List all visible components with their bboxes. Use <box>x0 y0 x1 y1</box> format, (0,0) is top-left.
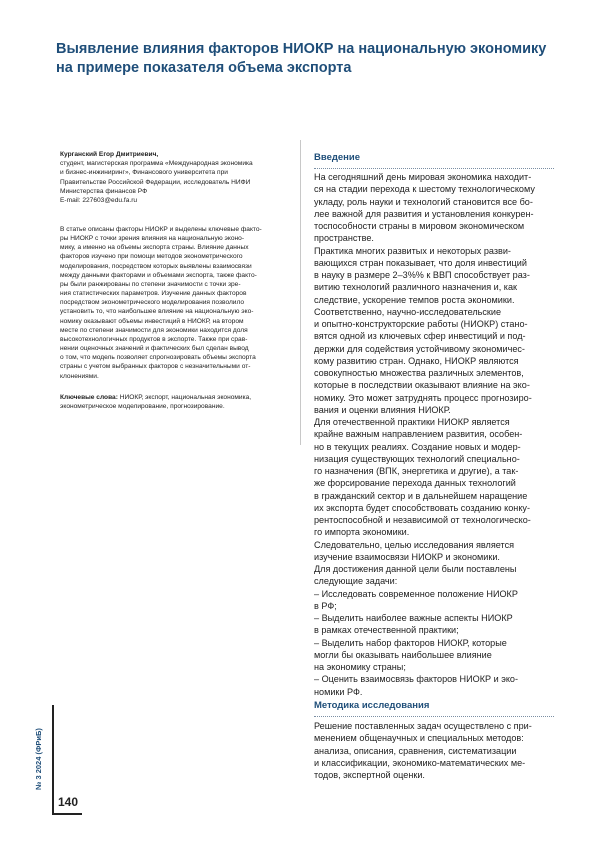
title-line-2: на примере показателя объема экспорта <box>56 60 352 76</box>
title-line-1: Выявление влияния факторов НИОКР на национальную экономику <box>56 41 547 57</box>
body-line: в науку в размере 2–3%% к ВВП способствует раз- <box>314 270 530 280</box>
body-line: и классификации, экономико-математических ме- <box>314 757 526 768</box>
body-line: ся на стадии перехода к шестому технологическому <box>314 184 535 195</box>
body-line: менением общенаучных и специальных методов: <box>314 733 524 744</box>
abstract-line: страны с учетом выбранных факторов с незначительными от- <box>60 363 251 371</box>
body-line: Соответственно, научно-исследовательские <box>314 306 502 317</box>
author-line: Правительстве Российской Федерации, исследователь НИФИ <box>60 178 251 186</box>
keywords <box>60 393 300 411</box>
body-line: анализа, описания, сравнения, систематизации <box>314 745 517 756</box>
body-line: витию технологий различного назначения и, как <box>314 282 518 293</box>
body-line: Следовательно, целью исследования является <box>314 539 515 550</box>
body-line: в гражданский сектор и в дальнейшем наращение <box>314 490 528 501</box>
keywords-label: Ключевые слова: <box>60 394 118 401</box>
body-line: лее важной для развития и установления конкурен- <box>314 208 534 219</box>
body-line: пространстве. <box>314 233 374 244</box>
body-line: Для достижения данной цели были поставлены <box>314 564 517 574</box>
body-line: держки для содействия устойчивому экономичес- <box>314 343 525 354</box>
keywords-text: НИОКР, экспорт, национальная экономика, <box>117 394 252 401</box>
body-line: номику. Это может затруднять процесс прогнозиро- <box>314 392 532 403</box>
body-line: Для отечественной практики НИОКР является <box>314 417 510 427</box>
body-line: го импорта экономики. <box>314 527 410 538</box>
section-divider <box>314 716 554 717</box>
author-info <box>60 150 300 205</box>
body-line: и опытно-конструкторские работы (НИОКР) стано- <box>314 319 528 329</box>
author-email[interactable]: E-mail: 227603@edu.fa.ru <box>60 197 138 205</box>
abstract-line: факторов изучено при помощи методов эконометрического <box>60 253 243 261</box>
keywords-text: эконометрическое моделирование, прогнозирование. <box>60 403 225 411</box>
body-line: следствие, ускорение темпов роста экономики. <box>314 294 515 305</box>
abstract-line: установить то, что наибольшее влияние на национальную эко- <box>60 308 254 316</box>
author-line: Министерства финансов РФ <box>60 187 148 195</box>
body-line: го назначения (ВПК, энергетика и другие), а так- <box>314 466 519 476</box>
body-line: На сегодняшний день мировая экономика находит- <box>314 172 532 182</box>
list-item: в РФ; <box>314 600 337 611</box>
column-divider <box>300 140 301 445</box>
body-line: укладу, роль науки и технологий становится все бо- <box>314 196 533 207</box>
body-line: вающихся стран показывает, что доля инвестиций <box>314 257 527 268</box>
intro-body <box>314 171 554 698</box>
body-line: рентоспособной и независимой от технологическо- <box>314 515 531 525</box>
body-line: следующие задачи: <box>314 576 398 587</box>
list-item: – Оценить взаимосвязь факторов НИОКР и эко- <box>314 674 519 685</box>
abstract-line: В статье описаны факторы НИОКР и выделены ключевые факто- <box>60 226 262 233</box>
list-item: – Выделить наиболее важные аспекты НИОКР <box>314 613 513 623</box>
abstract-line: клонениями. <box>60 372 99 380</box>
issue-label: № 3 2024 (ФРиБ) <box>34 728 43 790</box>
body-line: но в текущих реалиях. Создание новых и модер- <box>314 441 521 452</box>
author-line: и бизнес-инжиниринг», Финансового университета при <box>60 169 228 177</box>
body-line: вания и оценки влияния НИОКР. <box>314 404 451 415</box>
abstract-line: высокотехнологичных продуктов в экспорте. Также при срав- <box>60 335 248 343</box>
abstract-line: между данными факторами и объемами экспорта, также факто- <box>60 271 257 279</box>
method-body <box>314 720 554 781</box>
page-number: 140 <box>58 795 79 809</box>
list-item: на экономику страны; <box>314 662 406 672</box>
list-item: могли бы оказывать наибольшее влияние <box>314 649 492 660</box>
section-heading-intro: Введение <box>314 152 361 163</box>
body-line: совокупностью множества различных элементов, <box>314 368 524 378</box>
abstract-line: ры НИОКР с точки зрения влияния на национальную эконо- <box>60 235 245 243</box>
abstract-line: нении оценочных значений и фактических был сделан вывод <box>60 345 249 353</box>
abstract-line: месте по степени значимости для экономики находится доля <box>60 326 248 334</box>
abstract-line: посредством эконометрического моделирования позволило <box>60 299 245 307</box>
section-divider <box>314 168 554 169</box>
article-title <box>56 40 556 78</box>
abstract-line: мику, а именно на объемы экспорта страны. Влияние данных <box>60 244 249 252</box>
body-line: низация существующих технологий специально- <box>314 453 520 464</box>
list-item: номики РФ. <box>314 686 363 697</box>
abstract <box>60 225 300 381</box>
page-number-rule <box>52 813 82 815</box>
author-line: студент, магистерская программа «Международная экономика <box>60 160 253 168</box>
abstract-line: ния статистических параметров. Изучение данных факторов <box>60 290 247 298</box>
body-line: тоспособности страны в мировом экономическом <box>314 221 525 231</box>
page-number-rule <box>52 705 54 815</box>
list-item: в рамках отечественной практики; <box>314 625 459 636</box>
body-line: вятся одной из ключевых сфер инвестиций и под- <box>314 331 526 342</box>
body-line: тодов, экспертной оценки. <box>314 770 425 780</box>
abstract-line: номику оказывают объемы инвестиций в НИОКР, на втором <box>60 317 244 325</box>
body-line: Практика многих развитых и некоторых разви- <box>314 245 511 256</box>
body-line: же форсирование перехода данных технологий <box>314 478 516 489</box>
body-line: Решение поставленных задач осуществлено с при- <box>314 721 532 731</box>
abstract-line: о том, что модель позволяет спрогнозировать объемы экспорта <box>60 354 256 362</box>
list-item: – Выделить набор факторов НИОКР, которые <box>314 637 507 648</box>
abstract-line: ры были ранжированы по степени значимости с точки зре- <box>60 280 241 288</box>
list-item: – Исследовать современное положение НИОКР <box>314 588 518 599</box>
body-line: крайне важным направлением развития, особен- <box>314 429 523 440</box>
body-line: кому развитию стран. Однако, НИОКР являются <box>314 355 519 366</box>
body-line: которые в последствии оказывают влияние на эко- <box>314 380 530 391</box>
abstract-line: моделирования, посредством которых выявлены взаимосвязи <box>60 262 252 270</box>
section-heading-method: Методика исследования <box>314 700 430 711</box>
body-line: их экспорта будет способствовать созданию конку- <box>314 502 530 513</box>
body-line: изучение взаимосвязи НИОКР и экономики. <box>314 551 500 562</box>
author-name: Курганский Егор Дмитриевич, <box>60 151 159 158</box>
